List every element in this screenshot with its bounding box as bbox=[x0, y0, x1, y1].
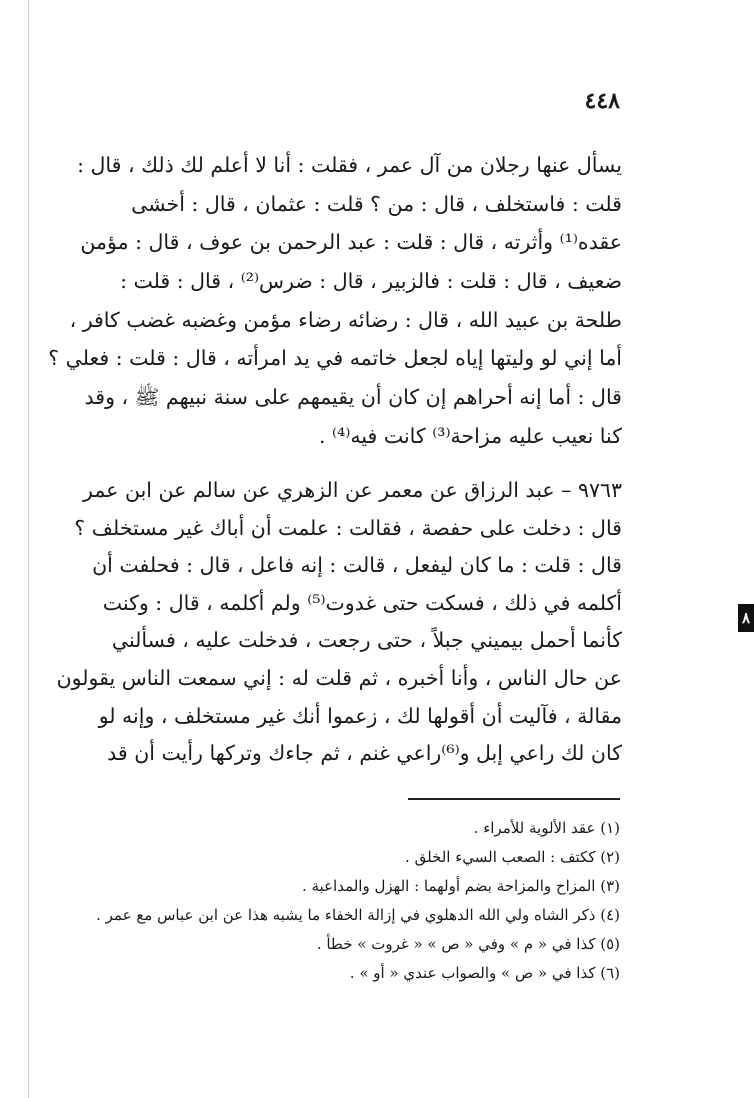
footnote: (١) عقد الألوية للأمراء . bbox=[473, 819, 620, 837]
text-line: أما إني لو وليتها إياه لجعل خاتمه في يد امرأته ، قال : قلت : فعلي ؟ bbox=[48, 346, 622, 371]
section-edge-marker: ٨ bbox=[738, 604, 754, 632]
footnote: (٤) ذكر الشاه ولي الله الدهلوي في إزالة الخفاء ما يشبه هذا عن ابن عباس مع عمر . bbox=[96, 906, 620, 924]
footnote-separator bbox=[408, 798, 620, 800]
hadith-header-line: ٩٧٦٣ – عبد الرزاق عن معمر عن الزهري عن سالم عن ابن عمر bbox=[83, 478, 622, 502]
text-line: قال : دخلت على حفصة ، فقالت : علمت أن أباك غير مستخلف ؟ bbox=[74, 515, 622, 540]
text-line: أكلمه في ذلك ، فسكت حتى غدوت⁽⁵⁾ ولم أكلمه ، قال : وكنت bbox=[102, 590, 622, 615]
text-line: كأنما أحمل بيميني جبلاً ، حتى رجعت ، فدخلت عليه ، فسألني bbox=[111, 628, 622, 653]
text-line: كان لك راعي إبل و⁽⁶⁾راعي غنم ، ثم جاءك وتركها رأيت أن قد bbox=[107, 741, 622, 766]
text-line: مقالة ، فآليت أن أقولها لك ، زعموا أنك غير مستخلف ، وإنه لو bbox=[98, 703, 622, 728]
paragraph-1 bbox=[48, 146, 622, 456]
text-line: طلحة بن عبيد الله ، قال : رضائه رضاء مؤمن وغضبه غضب كافر ، bbox=[69, 307, 622, 332]
text-line: كنا نعيب عليه مزاحة⁽³⁾ كانت فيه⁽⁴⁾ . bbox=[319, 423, 622, 448]
binding-line bbox=[28, 0, 29, 1098]
footnotes bbox=[96, 814, 620, 988]
footnote: (٣) المزاح والمزاحة بضم أولهما : الهزل والمداعبة . bbox=[301, 877, 620, 895]
text-line: ضعيف ، قال : قلت : فالزبير ، قال : ضرس⁽²⁾ ، قال : قلت : bbox=[120, 269, 622, 294]
text-line: قال : أما إنه أحراهم إن كان أن يقيمهم على سنة نبيهم ﷺ ، وقد bbox=[84, 385, 622, 410]
footnote: (٢) ككتف : الصعب السيء الخلق . bbox=[405, 848, 620, 866]
text-line: يسأل عنها رجلان من آل عمر ، فقلت : أنا لا أعلم لك ذلك ، قال : bbox=[77, 153, 622, 177]
footnote: (٦) كذا في « ص » والصواب عندي « أو » . bbox=[349, 964, 620, 982]
text-line: قلت : فاستخلف ، قال : من ؟ قلت : عثمان ، قال : أخشى bbox=[131, 191, 622, 216]
text-line: عقده⁽¹⁾ وأثرته ، قال : قلت : عبد الرحمن بن عوف ، قال : مؤمن bbox=[80, 230, 622, 255]
text-line: قال : قلت : ما كان ليفعل ، قالت : إنه فاعل ، قال : فحلفت أن bbox=[92, 553, 622, 578]
footnote: (٥) كذا في « م » وفي « ص » « غروت » خطأ . bbox=[316, 935, 620, 953]
page-number: ٤٤٨ bbox=[584, 88, 620, 114]
paragraph-2 bbox=[56, 472, 622, 773]
text-line: عن حال الناس ، وأنا أخبره ، ثم قلت له : إني سمعت الناس يقولون bbox=[56, 665, 622, 690]
